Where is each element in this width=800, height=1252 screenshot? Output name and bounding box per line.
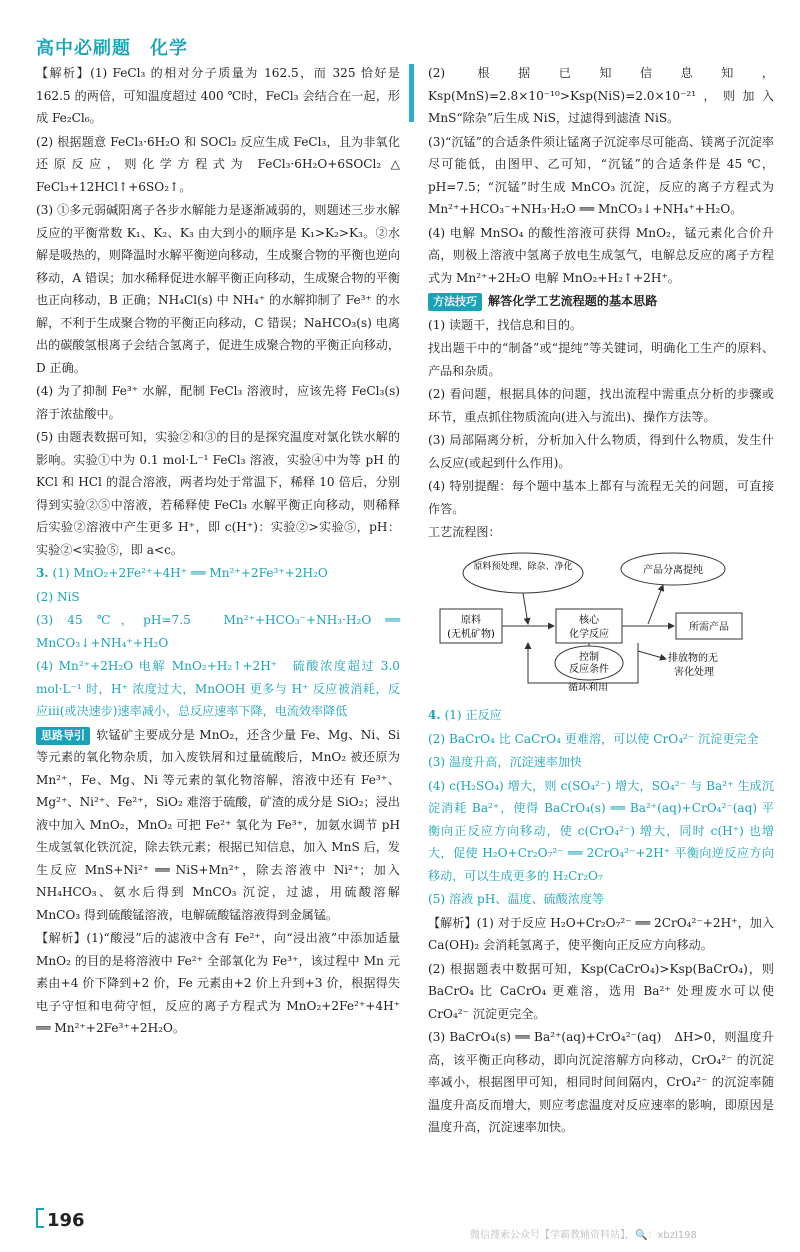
- method-1: (1) 读题干，找信息和目的。: [428, 317, 583, 332]
- answer-4-2: (2) BaCrO₄ 比 CaCrO₄ 更难溶，可以使 CrO₄²⁻ 沉淀更完全: [428, 731, 759, 746]
- answer-4-3: (3) 温度升高，沉淀速率加快: [428, 755, 583, 769]
- thinking-guide-tag: 思路导引: [36, 727, 90, 745]
- analysis-r2: (3)“沉锰”的合适条件须让锰离子沉淀率尽可能高、镁离子沉淀率尽可能低，由图甲、乙可知，“沉锰”的合适条件是 45 ℃，pH=7.5；“沉锰”时生成 MnCO₃ 沉淀，反应的离子方程式为 Mn²⁺+HCO₃⁻+NH₃·H₂O ══ MnCO₃↓+NH₄⁺+H₂O。: [428, 134, 774, 216]
- cloud-pretreatment: [463, 553, 583, 593]
- method-4: (4) 特别提醒：每个题中基本上都有与流程无关的问题，可直接作答。: [428, 479, 774, 516]
- side-accent-bar: [409, 64, 414, 122]
- flow-title: 工艺流程图：: [428, 525, 501, 539]
- waste-label-1: 排放物的无: [668, 652, 718, 664]
- analysis-4: (4) 为了抑制 Fe³⁺ 水解，配制 FeCl₃ 溶液时，应该先将 FeCl₃(s) 溶于浓盐酸中。: [36, 384, 400, 421]
- method-heading: [428, 290, 774, 313]
- answer-4-5: (5) 溶液 pH、温度、硫酸浓度等: [428, 892, 605, 906]
- answer-4-1: 4. (1) 正反应: [428, 708, 502, 722]
- product-label: 所需产品: [689, 621, 729, 633]
- core-reaction-label: 核心: [579, 614, 599, 626]
- recycle-label: 循环利用: [568, 682, 608, 691]
- cloud-pretreatment-label: 原料预处理、除杂、净化: [473, 561, 573, 572]
- analysis-3-1: 【解析】(1)“酸浸”后的滤液中含有 Fe²⁺，向“浸出液”中添加适量 MnO₂ 的目的是将溶液中 Fe²⁺ 全部氧化为 Fe³⁺，该过程中 Mn 元素由+4 价下降到+2 价，Fe 元素由+2 价上升到+3 价，根据得失电子守恒和电荷守恒，反应的离子方程式为 MnO₂+2Fe²⁺+4H⁺ ══ Mn²⁺+2Fe³⁺+2H₂O。: [36, 931, 400, 1035]
- raw-material-sub: (无机矿物): [447, 628, 495, 640]
- analysis-r3: (4) 电解 MnSO₄ 的酸性溶液可获得 MnO₂，锰元素化合价升高，则极上溶液中氢离子放电生成氢气，电解总反应的离子方程式为 Mn²⁺+2H₂O 电解 MnO₂+H₂↑+2H⁺。: [428, 225, 774, 285]
- answer-4-4: (4) c(H₂SO₄) 增大，则 c(SO₄²⁻) 增大，SO₄²⁻ 与 Ba²⁺ 生成沉淀消耗 Ba²⁺，使得 BaCrO₄(s) ══ Ba²⁺(aq)+CrO₄²⁻(aq) 平衡向正反应方向移动，使 c(CrO₄²⁻) 增大，同时 c(H⁺) 也增大，促使 H₂O+Cr₂O₇²⁻ ══ 2CrO₄²⁻+2H⁺ 平衡向逆反应方向移动，可以生成更多的 H₂Cr₂O₇: [428, 778, 774, 883]
- analysis-4-1: 【解析】(1) 对于反应 H₂O+Cr₂O₇²⁻ ══ 2CrO₄²⁻+2H⁺，加入 Ca(OH)₂ 会消耗氢离子，使平衡向正反应方向移动。: [428, 915, 774, 952]
- process-flow-diagram: [438, 551, 758, 691]
- cloud-control-label-1: 控制: [579, 651, 599, 663]
- method-tag: 方法技巧: [428, 293, 482, 311]
- core-reaction-sub: 化学反应: [569, 628, 609, 640]
- thinking-guide: 思路导引 软锰矿主要成分是 MnO₂，还含少量 Fe、Mg、Ni、Si 等元素的氧化物杂质，加入废铁屑和过量硫酸后，MnO₂ 被还原为 Mn²⁺，Fe、Mg、Ni 等元素的氧化物溶解，溶液中还有 Fe³⁺、Mg²⁺、Ni²⁺、Fe²⁺，SiO₂ 难溶于硫酸，矿渣的成分是 SiO₂；浸出液中加入 MnO₂，MnO₂ 可把 Fe²⁺ 氧化为 Fe³⁺，加氨水调节 pH 生成氢氧化铁沉淀，除去铁元素；根据已知信息，加入 MnS 后，发生反应 MnS+Ni²⁺ ══ NiS+Mn²⁺，除去溶液中 Ni²⁺；加入 NH₄HCO₃、氨水后得到 MnCO₃ 沉淀，过滤，用硫酸溶解 MnCO₃ 得到硫酸锰溶液，电解硫酸锰溶液得到金属锰。: [36, 727, 400, 922]
- cloud-separation-label: 产品分离提纯: [643, 564, 703, 576]
- analysis-3: (3) ①多元弱碱阳离子各步水解能力是逐渐减弱的，则题述三步水解反应的平衡常数 K₁、K₂、K₃ 由大到小的顺序是 K₁>K₂>K₃。②水解是吸热的，则降温时水解平衡逆向移动，生成聚合物的平衡也逆向移动，A 错误；加水稀释促进水解平衡正向移动，生成聚合物的平衡也正向移动，B 正确；NH₄Cl(s) 中 NH₄⁺ 的水解抑制了 Fe³⁺ 的水解，不利于生成聚合物的平衡正向移动，C 错误；NaHCO₃(s) 电离出的碳酸氢根离子会结合氢离子，促进生成聚合物的平衡正向移动，D 正确。: [36, 203, 400, 375]
- raw-material-label: 原料: [461, 614, 481, 626]
- answer-3-4: (4) Mn²⁺+2H₂O 电解 MnO₂+H₂↑+2H⁺ 硫酸浓度超过 3.0 mol·L⁻¹ 时，H⁺ 浓度过大，MnOOH 更多与 H⁺ 反应被消耗，反应iii(或决速步)速率减小，总反应速率下降，电流效率降低: [36, 659, 400, 718]
- question-number-3: 3.: [36, 566, 49, 580]
- waste-label-2: 害化处理: [674, 666, 714, 678]
- recycle-arrow: [528, 643, 638, 683]
- answer-3-2: (2) NiS: [36, 589, 80, 604]
- arrow-waste: [638, 651, 666, 659]
- analysis-r1: (2) 根据已知信息知，Ksp(MnS)=2.8×10⁻¹⁰>Ksp(NiS)=2.0×10⁻²¹，则加入 MnS“除杂”后生成 NiS，过滤得到滤渣 NiS。: [428, 66, 774, 125]
- left-column: [36, 62, 400, 1041]
- method-3: (3) 局部隔离分析，分析加入什么物质，得到什么物质，发生什么反应(或起到什么作用)。: [428, 433, 774, 470]
- watermark: 微信搜索公众号【学霸教辅资料站】，🔍：xbzl198: [470, 1230, 697, 1241]
- analysis-2: (2) 根据题意 FeCl₃·6H₂O 和 SOCl₂ 反应生成 FeCl₃，且为非氧化还原反应，则化学方程式为 FeCl₃·6H₂O+6SOCl₂ △ FeCl₃+12HCl↑+6SO₂↑。: [36, 134, 400, 194]
- method-2: (2) 看问题，根据具体的问题，找出流程中需重点分析的步骤或环节，重点抓住物质流向(进入与流出)、操作方法等。: [428, 387, 774, 424]
- method-1b: 找出题干中的“制备”或“提纯”等关键词，明确化工生产的原料、产品和杂质。: [428, 341, 774, 378]
- question-number-4: 4.: [428, 708, 441, 722]
- right-column: [428, 62, 774, 1140]
- arrow-separation: [648, 585, 663, 624]
- cloud-control-label-2: 反应条件: [569, 663, 609, 675]
- analysis-4-2: (2) 根据题表中数据可知，Ksp(CaCrO₄)>Ksp(BaCrO₄)，则 BaCrO₄ 比 CaCrO₄ 更难溶，选用 Ba²⁺ 处理废水可以使 CrO₄²⁻ 沉淀更完全。: [428, 961, 774, 1021]
- analysis-1: 【解析】(1) FeCl₃ 的相对分子质量为 162.5，而 325 恰好是 162.5 的两倍，可知温度超过 400 ℃时，FeCl₃ 会结合在一起，形成 Fe₂Cl₆。: [36, 66, 400, 125]
- page-header-title: 高中必刷题 化学: [36, 38, 188, 59]
- page-number: 196: [36, 1208, 85, 1231]
- analysis-5: (5) 由题表数据可知，实验②和③的目的是探究温度对氯化铁水解的影响。实验①中为 0.1 mol·L⁻¹ FeCl₃ 溶液，实验④中为等 pH 的 KCl 和 HCl 的混合溶液，两者均处于常温下，稀释 10 倍后，分别得到实验②⑤中溶液，若稀释使 FeCl₃ 水解平衡正向移动，则稀释后实验②溶液中产生更多 H⁺，即 c(H⁺)：实验②>实验⑤，pH：实验②<实验⑤，即 a<c。: [36, 430, 400, 557]
- answer-3-1: 3. (1) MnO₂+2Fe²⁺+4H⁺ ══ Mn²⁺+2Fe³⁺+2H₂O: [36, 566, 328, 580]
- arrow-pretreat: [523, 593, 528, 624]
- method-title: 解答化学工艺流程题的基本思路: [488, 294, 658, 308]
- answer-3-3: (3) 45 ℃，pH=7.5 Mn²⁺+HCO₃⁻+NH₃·H₂O ══ MnCO₃↓+NH₄⁺+H₂O: [36, 613, 400, 650]
- analysis-4-3: (3) BaCrO₄(s) ══ Ba²⁺(aq)+CrO₄²⁻(aq) ΔH>0，则温度升高，该平衡正向移动，即向沉淀溶解方向移动，CrO₄²⁻ 的沉淀率减小，根据图甲可知，相同时间间隔内，CrO₄²⁻ 的沉淀率随温度升高反而增大，则应考虑温度对反应速率的影响，即原因是温度升高，沉淀速率加快。: [428, 1030, 774, 1134]
